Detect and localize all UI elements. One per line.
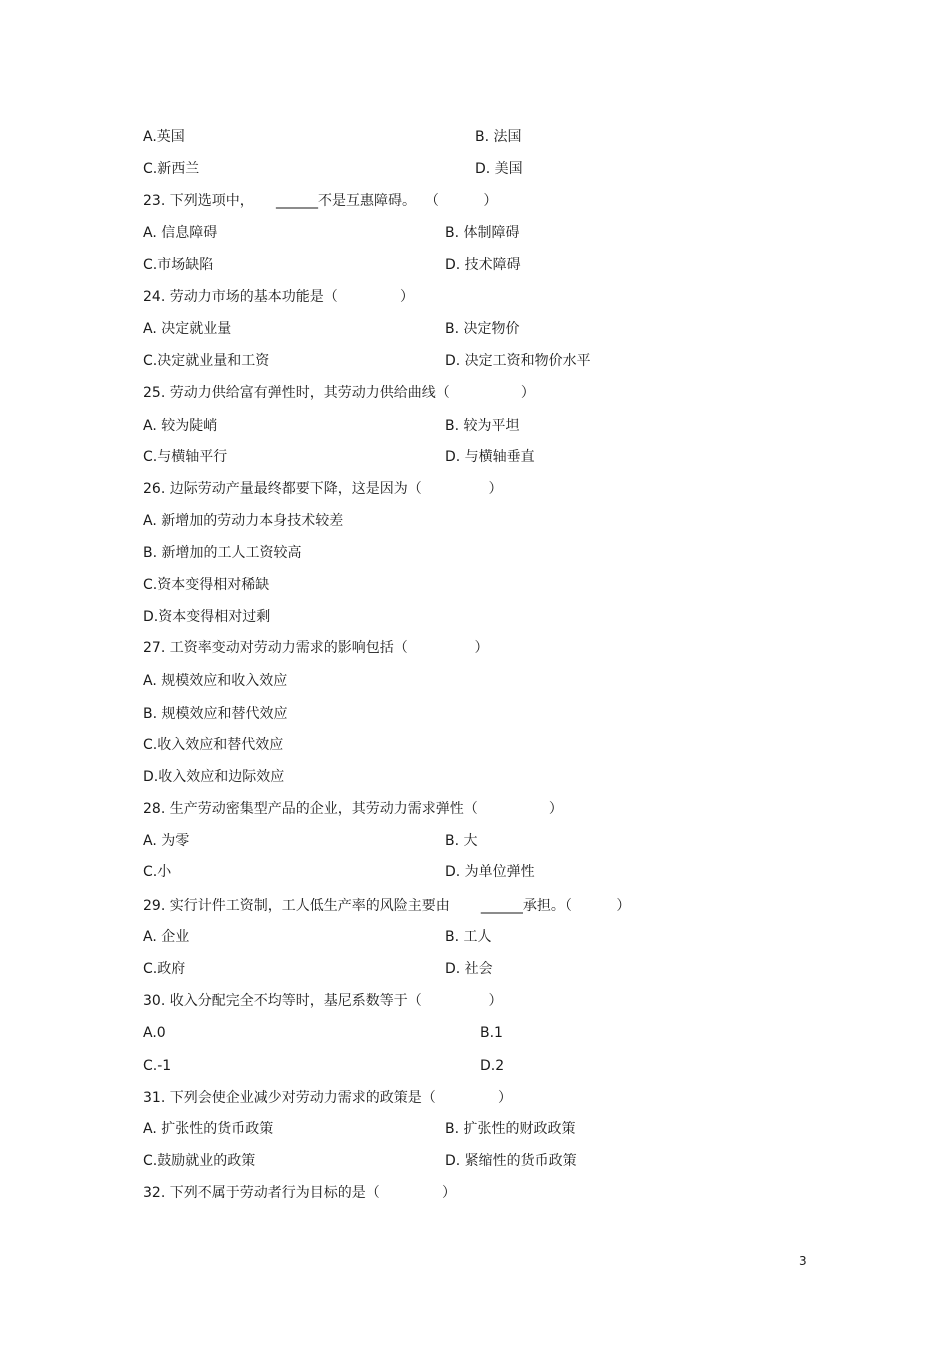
option-c-31: C.鼓励就业的政策 [143,1153,256,1169]
option-b-22: B. 法国 [475,129,522,145]
option-d-22: D. 美国 [475,161,523,177]
question-31: 31. 下列会使企业减少对劳动力需求的政策是（ ） [143,1090,513,1106]
option-b-28: B. 大 [445,833,478,849]
option-a-27: A. 规模效应和收入效应 [143,673,288,689]
question-28: 28. 生产劳动密集型产品的企业，其劳动力需求弹性（ ） [143,801,563,817]
option-b-30: B.1 [480,1025,503,1041]
option-b-23: B. 体制障碍 [445,225,520,241]
question-24: 24. 劳动力市场的基本功能是（ ） [143,289,415,305]
option-d-29: D. 社会 [445,961,493,977]
option-c-23: C.市场缺陷 [143,257,214,273]
option-c-24: C.决定就业量和工资 [143,353,270,369]
option-d-25: D. 与横轴垂直 [445,449,535,465]
option-a-31: A. 扩张性的货币政策 [143,1121,274,1137]
option-b-31: B. 扩张性的财政政策 [445,1121,576,1137]
question-23: 23. 下列选项中， ______不是互惠障碍。 （ ） [143,193,498,209]
question-32: 32. 下列不属于劳动者行为目标的是（ ） [143,1185,457,1201]
option-b-27: B. 规模效应和替代效应 [143,706,288,722]
option-a-24: A. 决定就业量 [143,321,232,337]
option-d-27: D.收入效应和边际效应 [143,769,285,785]
option-a-30: A.0 [143,1025,166,1041]
option-a-28: A. 为零 [143,833,190,849]
option-a-23: A. 信息障碍 [143,225,218,241]
option-d-30: D.2 [480,1058,505,1074]
option-d-31: D. 紧缩性的货币政策 [445,1153,577,1169]
option-c-25: C.与横轴平行 [143,449,228,465]
option-c-27: C.收入效应和替代效应 [143,737,284,753]
option-a-26: A. 新增加的劳动力本身技术较差 [143,513,344,529]
option-b-24: B. 决定物价 [445,321,520,337]
question-26: 26. 边际劳动产量最终都要下降，这是因为（ ） [143,481,503,497]
option-b-26: B. 新增加的工人工资较高 [143,545,302,561]
option-d-24: D. 决定工资和物价水平 [445,353,591,369]
option-d-23: D. 技术障碍 [445,257,521,273]
question-30: 30. 收入分配完全不均等时，基尼系数等于（ ） [143,993,503,1009]
option-c-22: C.新西兰 [143,161,200,177]
question-29: 29. 实行计件工资制，工人低生产率的风险主要由 ______承担。（ ） [143,898,631,914]
option-c-28: C.小 [143,864,172,880]
option-d-26: D.资本变得相对过剩 [143,609,271,625]
option-a-25: A. 较为陡峭 [143,418,218,434]
option-c-30: C.-1 [143,1058,172,1074]
question-27: 27. 工资率变动对劳动力需求的影响包括（ ） [143,640,489,656]
option-d-28: D. 为单位弹性 [445,864,535,880]
option-c-26: C.资本变得相对稀缺 [143,577,270,593]
option-c-29: C.政府 [143,961,186,977]
option-a-29: A. 企业 [143,929,190,945]
option-a-22: A.英国 [143,129,185,145]
question-25: 25. 劳动力供给富有弹性时，其劳动力供给曲线（ ） [143,385,535,401]
option-b-29: B. 工人 [445,929,492,945]
page-number: 3 [799,1254,807,1268]
option-b-25: B. 较为平坦 [445,418,520,434]
